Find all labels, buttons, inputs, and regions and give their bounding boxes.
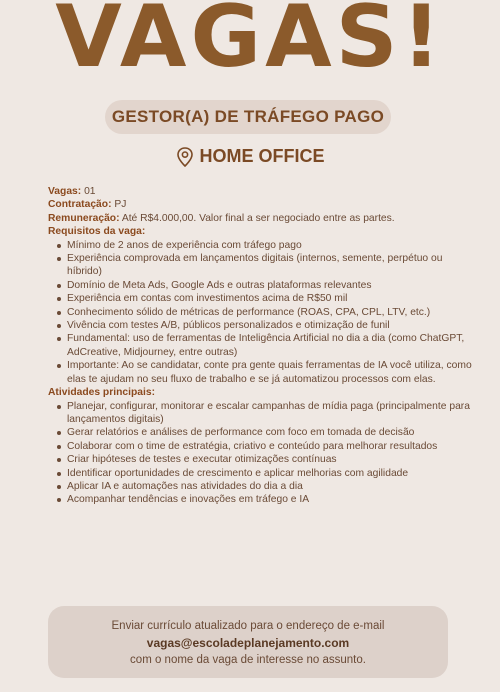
vagas-label: Vagas:: [48, 186, 82, 197]
remuneracao-label: Remuneração:: [48, 212, 120, 224]
location-label: HOME OFFICE: [199, 146, 325, 166]
contratacao-value: PJ: [111, 199, 127, 211]
list-item: Colaborar com o time de estratégia, criativo e conteúdo para melhorar resultados: [48, 440, 478, 453]
remuneracao-row: [48, 212, 478, 225]
vagas-row: [48, 185, 478, 198]
atividades-list: [48, 400, 478, 507]
atividades-title: Atividades principais:: [48, 387, 156, 399]
list-item: Identificar oportunidades de crescimento e aplicar melhorias com agilidade: [48, 467, 478, 480]
contact-box: [48, 606, 448, 678]
list-item: Planejar, configurar, monitorar e escalar campanhas de mídia paga (principalmente para lançamentos digitais): [48, 400, 478, 427]
job-details: [48, 185, 478, 507]
contact-email-link[interactable]: vagas@escoladeplanejamento.com: [146, 636, 350, 650]
role-title: GESTOR(A) DE TRÁFEGO PAGO: [111, 107, 385, 126]
vagas-value: 01: [81, 186, 96, 197]
headline: VAGAS!: [55, 0, 445, 87]
contact-line3: com o nome da vaga de interesse no assunto.: [130, 654, 366, 666]
contratacao-row: [48, 198, 478, 211]
list-item: Criar hipóteses de testes e executar otimizações contínuas: [48, 453, 478, 466]
list-item: Acompanhar tendências e inovações em tráfego e IA: [48, 493, 478, 506]
list-item: Fundamental: uso de ferramentas de Inteligência Artificial no dia a dia (como ChatGPT, AdCreative, Midjourney, entre outras): [48, 332, 478, 359]
requisitos-list: [48, 239, 478, 386]
role-badge: [105, 100, 391, 134]
remuneracao-value: Até R$4.000,00. Valor final a ser negociado entre as partes.: [119, 212, 395, 224]
list-item: Domínio de Meta Ads, Google Ads e outras plataformas relevantes: [48, 279, 478, 292]
map-pin-icon: [176, 147, 194, 167]
list-item: Gerar relatórios e análises de performance com foco em tomada de decisão: [48, 426, 478, 439]
list-item: Conhecimento sólido de métricas de performance (ROAS, CPA, CPL, LTV, etc.): [48, 306, 478, 319]
list-item: Aplicar IA e automações nas atividades do dia a dia: [48, 480, 478, 493]
contact-line1: Enviar currículo atualizado para o endereço de e-mail: [111, 620, 385, 632]
location: [0, 146, 500, 167]
list-item: Importante: Ao se candidatar, conte pra gente quais ferramentas de IA você utiliza, como elas te ajudam no seu fluxo de trabalho e se já automatizou processos com elas.: [48, 359, 478, 386]
list-item: Experiência em contas com investimentos acima de R$50 mil: [48, 292, 478, 305]
contratacao-label: Contratação:: [48, 199, 112, 211]
requisitos-title: Requisitos da vaga:: [48, 226, 146, 238]
list-item: Experiência comprovada em lançamentos digitais (internos, semente, perpétuo ou híbrido): [48, 252, 478, 279]
list-item: Mínimo de 2 anos de experiência com tráfego pago: [48, 239, 478, 252]
list-item: Vivência com testes A/B, públicos personalizados e otimização de funil: [48, 319, 478, 332]
